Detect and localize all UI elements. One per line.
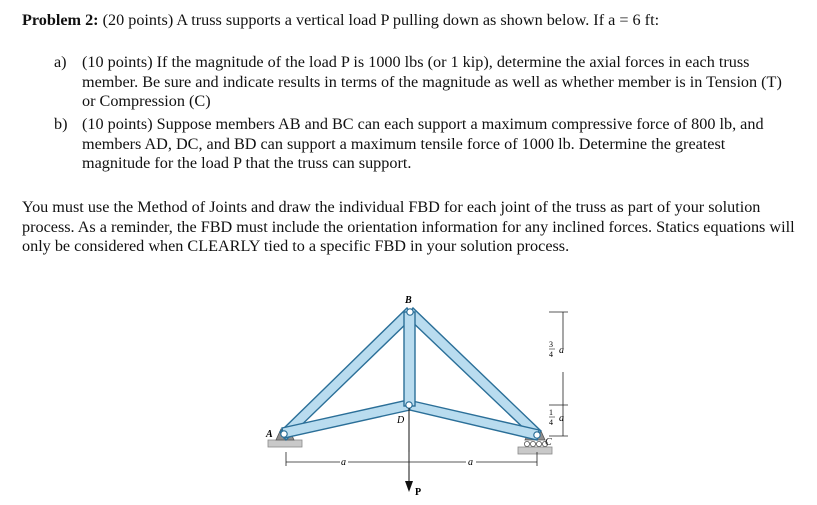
part-b-marker: b) — [54, 115, 68, 133]
problem-heading: Problem 2: — [22, 11, 99, 29]
dim-frac2-den: 4 — [549, 418, 553, 427]
dim-frac2-num: 1 — [549, 408, 553, 417]
dim-frac1-num: 3 — [549, 340, 553, 349]
part-a-marker: a) — [54, 53, 67, 71]
dim-right-a: a — [468, 457, 473, 468]
member-bd — [404, 312, 415, 406]
dim-left-a: a — [341, 457, 346, 468]
joint-a — [281, 431, 287, 437]
load-arrow-icon — [405, 481, 413, 492]
dim-frac1-den: 4 — [549, 350, 553, 359]
label-p: P — [415, 487, 422, 498]
label-d: D — [397, 415, 405, 426]
joint-b — [407, 309, 413, 315]
label-b: B — [405, 295, 412, 306]
joint-c — [534, 432, 540, 438]
part-b-text: (10 points) Suppose members AB and BC can each support a maximum compressive force of 800 lb, and members AD, DC, and BD can support a maximum tensile force of 1000 lb. Determine the greatest magnitude for the load P that the truss can support. — [82, 115, 764, 172]
dim-frac2-var: a — [559, 413, 564, 424]
label-c: C — [545, 437, 552, 448]
part-a-text: (10 points) If the magnitude of the load P is 1000 lbs (or 1 kip), determine the axial forces in each truss member. Be sure and indicate results in terms of the magnitude as well as whether member is in Tension (T) or Compression (C) — [82, 53, 782, 110]
label-a: A — [266, 429, 273, 440]
instructions-paragraph: You must use the Method of Joints and draw the individual FBD for each joint of the truss as part of your solution process. As a reminder, the FBD must include the orientation information for any inclined forces. Statics equations will only be considered when CLEARLY tied to a specific FBD in your solution process. — [22, 198, 795, 255]
joint-d — [406, 402, 412, 408]
dim-frac1-var: a — [559, 345, 564, 356]
problem-intro: (20 points) A truss supports a vertical load P pulling down as shown below. If a = 6 ft: — [102, 11, 660, 29]
